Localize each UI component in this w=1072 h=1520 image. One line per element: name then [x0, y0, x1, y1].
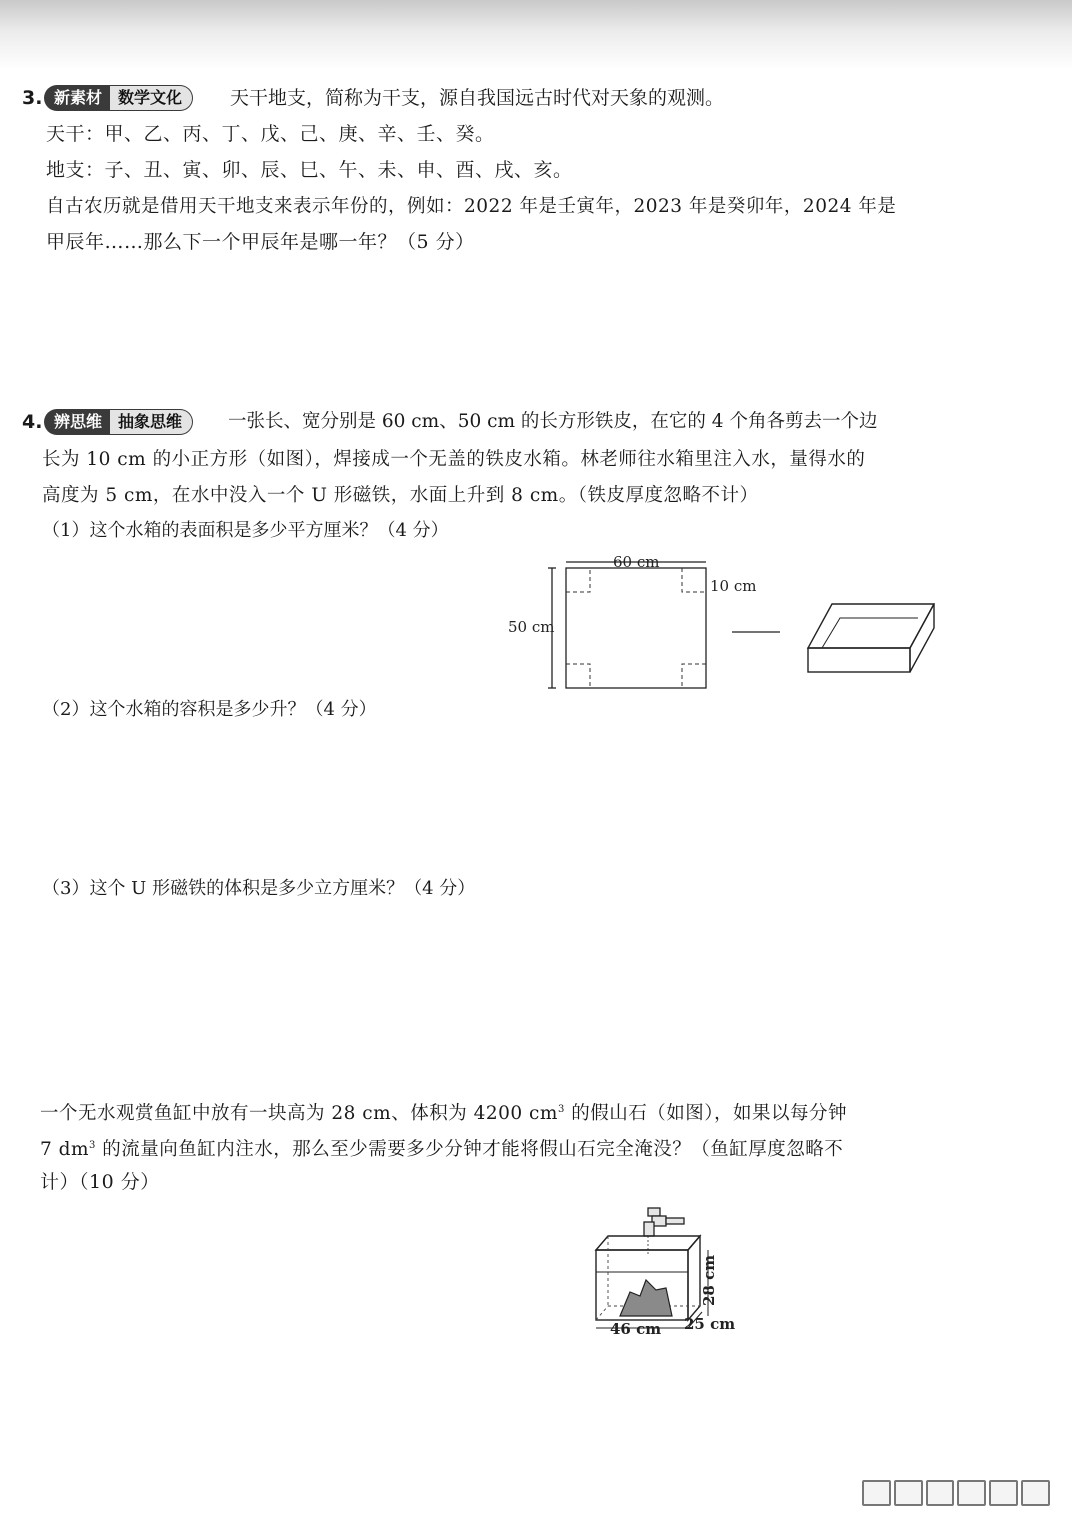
q5-figure: [580, 1198, 760, 1348]
q5-line1-b: 的假山石（如图），如果以每分钟: [564, 1103, 847, 1125]
tank-width-label: 25 cm: [684, 1315, 736, 1333]
q5-line1-a: 一个无水观赏鱼缸中放有一块高为 28 cm、体积为 4200 cm: [40, 1103, 558, 1125]
q5-line2-sup: 3: [89, 1140, 96, 1151]
q3-body-line2: 甲辰年……那么下一个甲辰年是哪一年？（5 分）: [46, 231, 475, 253]
q5-line2-a: 7 dm: [40, 1139, 90, 1161]
q4-badge-topic: 抽象思维: [110, 409, 193, 435]
scan-top-shadow: [0, 0, 1072, 70]
q4-line2: 长为 10 cm 的小正方形（如图），焊接成一个无盖的铁皮水箱。林老师往水箱里注入水，量得水的: [42, 449, 866, 470]
tank-height-label: 28 cm: [700, 1254, 718, 1306]
q3-intro: 天干地支，简称为干支，源自我国远古时代对天象的观测。: [230, 87, 725, 109]
q3-badge: [44, 85, 193, 111]
q4-number: 4.: [22, 411, 43, 433]
q3-body-line1: 自古农历就是借用天干地支来表示年份的，例如：2022 年是壬寅年，2023 年是癸卯年，2024 年是: [46, 196, 897, 217]
q5-line2-b: 的流量向鱼缸内注水，那么至少需要多少分钟才能将假山石完全淹没？（鱼缸厚度忽略不: [95, 1139, 844, 1161]
height-label: 50 cm: [508, 618, 555, 636]
q3-number: 3.: [22, 87, 43, 109]
open-box: [808, 604, 934, 672]
q4-line1: 一张长、宽分别是 60 cm、50 cm 的长方形铁皮，在它的 4 个角各剪去一个边: [228, 411, 878, 432]
q3-dizhi: 地支：子、丑、寅、卯、辰、巳、午、未、申、酉、戌、亥。: [46, 159, 573, 181]
faucet-icon: [644, 1208, 684, 1236]
corner-label: 10 cm: [710, 577, 757, 595]
q4-badge-tag: 辨思维: [44, 409, 110, 435]
q3-badge-topic: 数学文化: [110, 85, 193, 111]
q5-line3: 计）（10 分）: [40, 1171, 160, 1193]
q4-sub3: （3）这个 U 形磁铁的体积是多少立方厘米？（4 分）: [42, 878, 476, 899]
q4-line3: 高度为 5 cm，在水中没入一个 U 形磁铁，水面上升到 8 cm。（铁皮厚度忽略不计）: [42, 485, 759, 506]
q3-badge-tag: 新素材: [44, 85, 110, 111]
corner-cuts: [566, 568, 706, 688]
q4-badge: [44, 409, 193, 435]
q5-line1: [40, 1096, 847, 1128]
q5-line2: [40, 1132, 843, 1164]
scan-page-edge: [862, 1480, 1050, 1506]
q4-sub1: （1）这个水箱的表面积是多少平方厘米？（4 分）: [42, 520, 449, 541]
q5-line1-sup: 3: [557, 1104, 565, 1115]
q4-figure: [500, 548, 950, 698]
length-label: 46 cm: [610, 1320, 662, 1338]
rockery: [620, 1280, 672, 1316]
width-label: 60 cm: [613, 553, 660, 571]
q3-tiangan: 天干：甲、乙、丙、丁、戊、己、庚、辛、壬、癸。: [46, 123, 495, 145]
q4-sub2: （2）这个水箱的容积是多少升？（4 分）: [42, 699, 377, 720]
iron-sheet: [566, 568, 706, 688]
